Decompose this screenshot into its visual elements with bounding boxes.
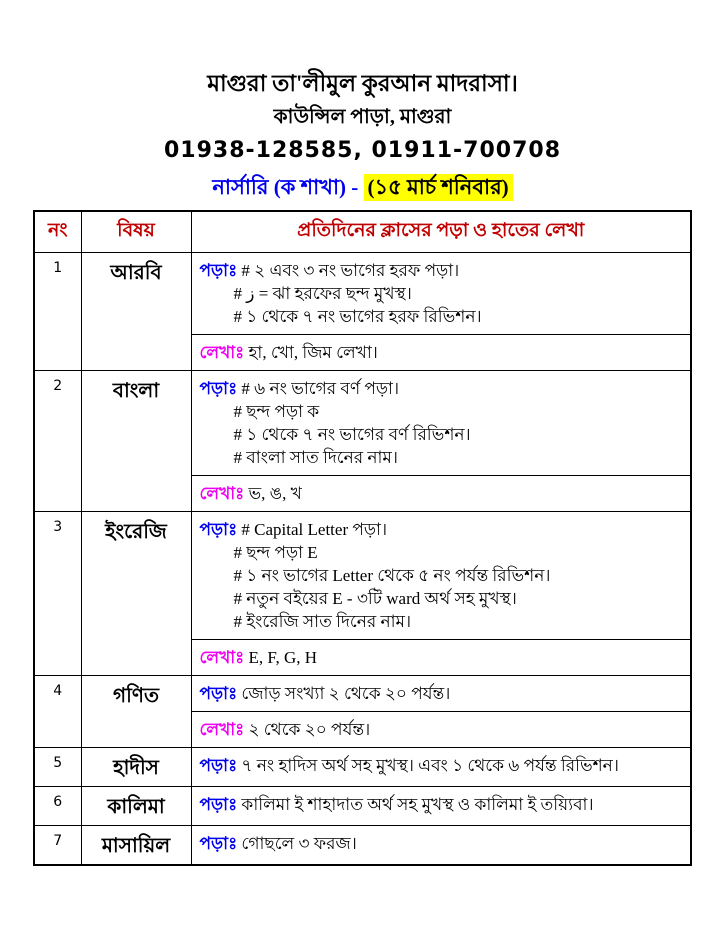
reading-label: পড়াঃ xyxy=(199,519,238,539)
reading-text: # নতুন বইয়ের E - ৩টি ward অর্থ সহ মুখস্থ। xyxy=(233,588,517,608)
reading-text: ৭ নং হাদিস অর্থ সহ মুখস্থ। এবং ১ থেকে ৬ পর্যন্ত রিভিশন। xyxy=(241,755,619,775)
reading-text: # বাংলা সাত দিনের নাম। xyxy=(233,447,398,467)
column-header-subject: বিষয় xyxy=(81,211,191,252)
reading-line xyxy=(200,446,685,469)
reading-text: গোছলে ৩ ফরজ। xyxy=(241,833,357,853)
row-number: 1 xyxy=(34,252,81,370)
row-number: 3 xyxy=(34,511,81,675)
reading-text: # ছন্দ পড়া ক xyxy=(233,401,320,421)
reading-label: পড়াঃ xyxy=(199,260,238,280)
writing-line xyxy=(200,482,685,505)
reading-line xyxy=(200,564,685,587)
writing-block xyxy=(192,475,691,511)
date-highlight: (১৫ মার্চ শনিবার) xyxy=(364,174,513,201)
lesson-cell xyxy=(191,370,691,511)
reading-text: জোড় সংখ্যা ২ থেকে ২০ পর্যন্ত। xyxy=(241,683,451,703)
reading-line xyxy=(200,682,685,705)
row-number: 6 xyxy=(34,786,81,825)
reading-line xyxy=(200,832,685,855)
reading-line xyxy=(200,282,685,305)
writing-label: লেখাঃ xyxy=(199,342,245,362)
writing-text: ২ থেকে ২০ পর্যন্ত। xyxy=(248,719,371,739)
document-header xyxy=(0,70,725,201)
reading-text: # ইংরেজি সাত দিনের নাম। xyxy=(233,611,412,631)
reading-line xyxy=(200,400,685,423)
reading-line xyxy=(200,793,685,816)
row-number: 4 xyxy=(34,675,81,747)
reading-line xyxy=(200,423,685,446)
writing-line xyxy=(200,646,685,669)
writing-text: ভ, ঙ, খ xyxy=(248,483,302,503)
reading-text: # ز = ঝা হরফের ছন্দ মুখস্থ। xyxy=(233,283,412,303)
subject-row xyxy=(34,786,691,825)
writing-line xyxy=(200,718,685,741)
subject-name: কালিমা xyxy=(81,786,191,825)
reading-text: কালিমা ই শাহাদাত অর্থ সহ মুখস্থ ও কালিমা ই তয়্যিবা। xyxy=(241,794,594,814)
writing-text: হা, খো, জিম লেখা। xyxy=(248,342,378,362)
column-header-no: নং xyxy=(34,211,81,252)
phone-numbers: 01938-128585, 01911-700708 xyxy=(163,138,562,163)
lesson-cell xyxy=(191,511,691,675)
lesson-cell xyxy=(191,675,691,747)
row-number: 7 xyxy=(34,825,81,865)
subject-name: বাংলা xyxy=(81,370,191,511)
writing-block xyxy=(192,334,691,370)
subject-name: মাসায়িল xyxy=(81,825,191,865)
lesson-cell xyxy=(191,825,691,865)
reading-text: # ১ থেকে ৭ নং ভাগের হরফ রিভিশন। xyxy=(233,306,482,326)
row-number: 5 xyxy=(34,747,81,786)
class-section-label: নার্সারি (ক শাখা) - xyxy=(212,175,364,199)
subject-row xyxy=(34,675,691,747)
row-number: 2 xyxy=(34,370,81,511)
subject-name: গণিত xyxy=(81,675,191,747)
class-date-line xyxy=(0,173,725,201)
subject-row xyxy=(34,370,691,511)
schedule-table xyxy=(33,210,692,866)
subject-name: আরবি xyxy=(81,252,191,370)
writing-block xyxy=(192,711,691,747)
reading-line xyxy=(200,587,685,610)
school-name: মাগুরা তা'লীমুল কুরআন মাদরাসা। xyxy=(207,71,518,96)
reading-block xyxy=(192,748,691,783)
reading-label: পড়াঃ xyxy=(199,683,238,703)
lesson-cell xyxy=(191,786,691,825)
writing-label: লেখাঃ xyxy=(199,647,245,667)
reading-label: পড়াঃ xyxy=(199,378,238,398)
reading-text: # Capital Letter পড়া। xyxy=(241,519,388,539)
reading-block xyxy=(192,512,691,639)
reading-text: # ১ নং ভাগের Letter থেকে ৫ নং পর্যন্ত রিভিশন। xyxy=(233,565,551,585)
schedule-table-body xyxy=(34,252,691,865)
subject-row xyxy=(34,511,691,675)
reading-text: # ৬ নং ভাগের বর্ণ পড়া। xyxy=(241,378,400,398)
writing-label: লেখাঃ xyxy=(199,719,245,739)
subject-name: হাদীস xyxy=(81,747,191,786)
writing-label: লেখাঃ xyxy=(199,483,245,503)
lesson-cell xyxy=(191,252,691,370)
reading-line xyxy=(200,610,685,633)
reading-label: পড়াঃ xyxy=(199,755,238,775)
subject-name: ইংরেজি xyxy=(81,511,191,675)
writing-block xyxy=(192,639,691,675)
reading-line xyxy=(200,518,685,541)
reading-block xyxy=(192,787,691,822)
reading-line xyxy=(200,259,685,282)
subject-row xyxy=(34,825,691,865)
reading-block xyxy=(192,676,691,711)
writing-text: E, F, G, H xyxy=(248,647,318,667)
reading-label: পড়াঃ xyxy=(199,794,238,814)
reading-line xyxy=(200,754,685,777)
reading-line xyxy=(200,377,685,400)
subject-row xyxy=(34,747,691,786)
writing-line xyxy=(200,341,685,364)
reading-block xyxy=(192,826,691,861)
reading-line xyxy=(200,305,685,328)
reading-label: পড়াঃ xyxy=(199,833,238,853)
reading-block xyxy=(192,253,691,334)
reading-text: # ছন্দ পড়া E xyxy=(233,542,318,562)
school-address: কাউন্সিল পাড়া, মাগুরা xyxy=(273,106,452,128)
lesson-cell xyxy=(191,747,691,786)
column-header-lessons: প্রতিদিনের ক্লাসের পড়া ও হাতের লেখা xyxy=(191,211,691,252)
table-header-row xyxy=(34,211,691,252)
reading-block xyxy=(192,371,691,475)
subject-row xyxy=(34,252,691,370)
reading-text: # ১ থেকে ৭ নং ভাগের বর্ণ রিভিশন। xyxy=(233,424,471,444)
reading-text: # ২ এবং ৩ নং ভাগের হরফ পড়া। xyxy=(241,260,460,280)
reading-line xyxy=(200,541,685,564)
